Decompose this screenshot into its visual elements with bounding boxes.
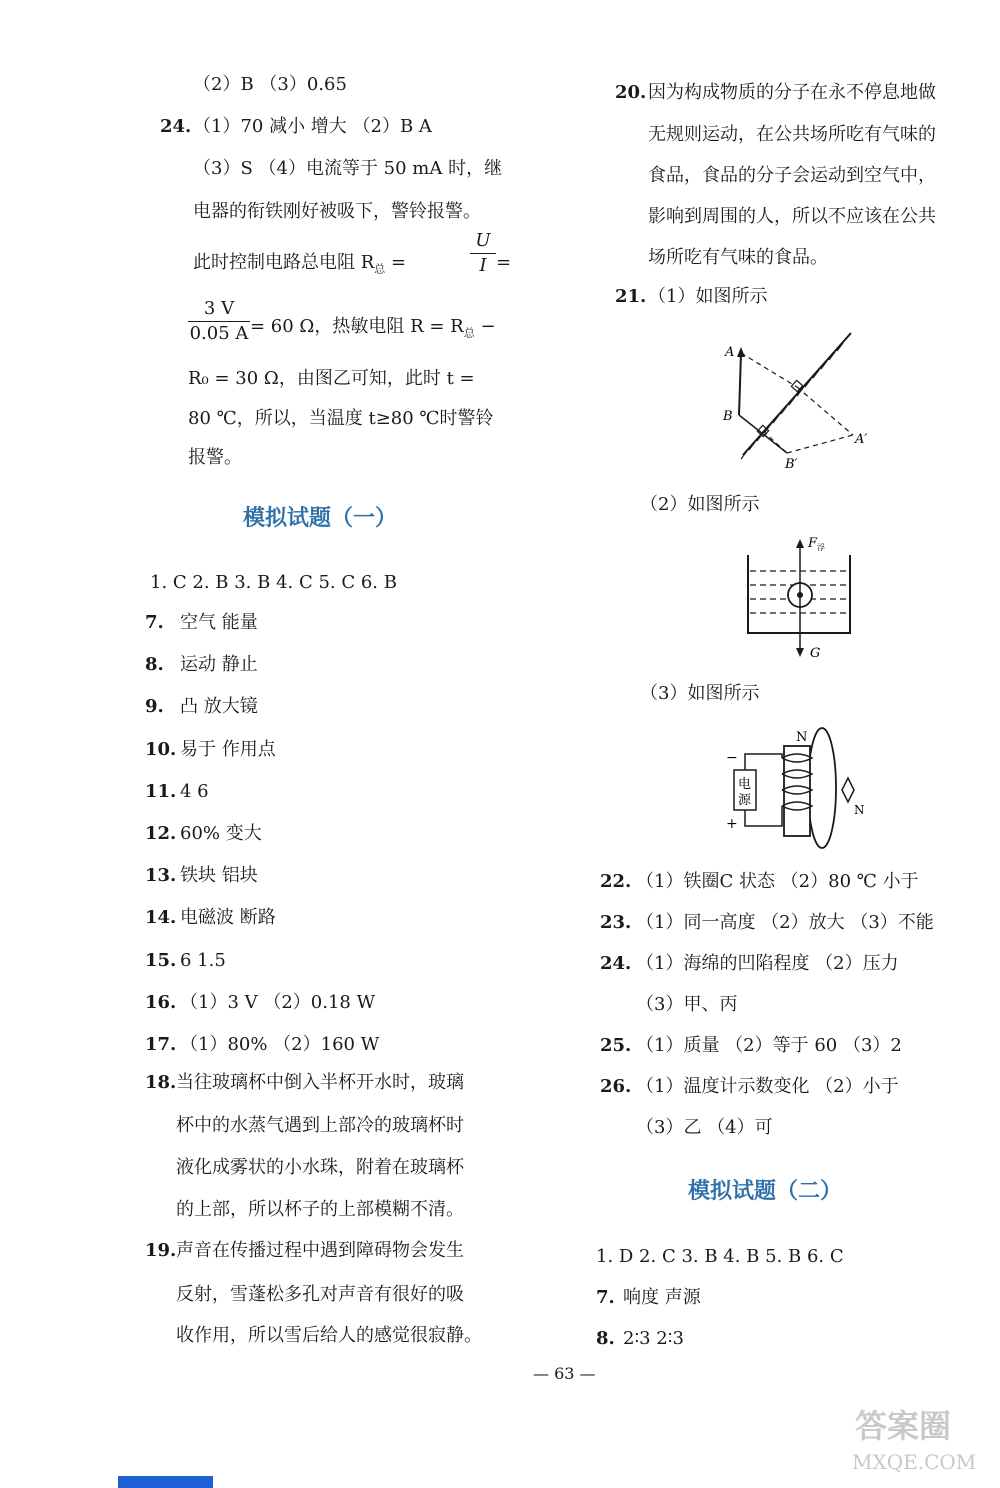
- item-number: 26.: [600, 1076, 632, 1097]
- q24-line5-minus: −: [474, 316, 496, 337]
- q24-number: 24.: [160, 116, 192, 137]
- page-number: — 63 —: [533, 1364, 596, 1383]
- buoyancy-force-diagram: [740, 535, 860, 665]
- item-answer: （1）80% （2）160 W: [180, 1034, 380, 1055]
- q20-number: 20.: [615, 82, 647, 103]
- q24-line4-end: =: [496, 252, 512, 273]
- item-number: 14.: [145, 907, 177, 929]
- fraction-u-over-i: [470, 232, 496, 275]
- item-answer: （1）同一高度 （2）放大 （3）不能: [636, 912, 934, 933]
- item-number: 16.: [145, 991, 177, 1013]
- fraction-3v-denominator: 0.05 A: [189, 323, 249, 344]
- item-answer: 6 1.5: [180, 949, 226, 971]
- q21-part2: （2）如图所示: [640, 494, 760, 515]
- q24-line8: 报警。: [188, 447, 242, 468]
- fraction-u-denominator: I: [479, 255, 487, 276]
- q24-line5-text: = 60 Ω，热敏电阻 R = R: [250, 316, 464, 337]
- q20-line1: 因为构成物质的分子在永不停息地做: [648, 82, 936, 103]
- blue-bar-decoration: [118, 1476, 213, 1488]
- label-b: B: [723, 409, 733, 424]
- fraction-3v-over-005a: [188, 300, 250, 343]
- q24-line4-eq: =: [385, 252, 407, 273]
- q24-line5: [250, 318, 496, 339]
- item-answer: 铁块 铝块: [180, 865, 258, 887]
- q19-line3: 收作用，所以雪后给人的感觉很寂静。: [176, 1325, 482, 1346]
- fraction-u-numerator: U: [475, 230, 491, 251]
- q24-line1: （1）70 减小 增大 （2）B A: [193, 116, 432, 137]
- mc-answers-1-6: 1. C 2. B 3. B 4. C 5. C 6. B: [150, 572, 397, 593]
- item-answer: 4 6: [180, 780, 209, 802]
- item-answer: 空气 能量: [180, 612, 258, 633]
- item-answer: 响度 声源: [623, 1287, 701, 1308]
- power-label-1: 电: [738, 777, 752, 792]
- item-number: 7.: [145, 612, 164, 633]
- watermark-url: MXQE.COM: [852, 1450, 977, 1474]
- power-label-2: 源: [738, 793, 752, 808]
- q21-part1: （1）如图所示: [648, 286, 768, 307]
- q21-part3: （3）如图所示: [640, 683, 760, 704]
- label-b-image: B′: [785, 457, 798, 472]
- q18-line2: 杯中的水蒸气遇到上部冷的玻璃杯时: [176, 1115, 464, 1136]
- label-f-buoyancy: F: [808, 536, 818, 551]
- label-f-subscript: 浮: [817, 543, 825, 552]
- q19-number: 19.: [145, 1240, 177, 1261]
- item-number: 17.: [145, 1034, 177, 1055]
- item-answer: 凸 放大镜: [180, 696, 258, 718]
- label-a-image: A′: [855, 432, 868, 447]
- q24-line6: R₀ = 30 Ω，由图乙可知，此时 t =: [188, 368, 475, 389]
- item-answer: （3）甲、丙: [636, 994, 738, 1015]
- item-number: 13.: [145, 865, 177, 887]
- q20-line4: 影响到周围的人，所以不应该在公共: [648, 206, 936, 227]
- q18-line1: 当往玻璃杯中倒入半杯开水时，玻璃: [176, 1072, 464, 1093]
- item-answer: （3）乙 （4）可: [636, 1117, 773, 1138]
- label-plus: +: [726, 816, 738, 832]
- q18-number: 18.: [145, 1072, 177, 1093]
- item-number: 7.: [596, 1287, 615, 1308]
- answer-23-continued: （2）B （3）0.65: [193, 74, 347, 95]
- item-answer: （1）质量 （2）等于 60 （3）2: [636, 1035, 902, 1056]
- q24-line3: 电器的衔铁刚好被吸下，警铃报警。: [193, 201, 481, 222]
- q24-line2: （3）S （4）电流等于 50 mA 时，继: [193, 158, 503, 179]
- label-needle-n: N: [854, 803, 865, 817]
- fraction-u-bar: [470, 253, 496, 254]
- item-number: 8.: [145, 654, 164, 676]
- q19-line1: 声音在传播过程中遇到障碍物会发生: [176, 1240, 464, 1261]
- item-number: 24.: [600, 953, 632, 974]
- q19-line2: 反射，雪蓬松多孔对声音有很好的吸: [176, 1284, 464, 1305]
- q20-line3: 食品，食品的分子会运动到空气中，: [648, 165, 936, 186]
- item-number: 12.: [145, 823, 177, 844]
- item-answer: （1）海绵的凹陷程度 （2）压力: [636, 953, 899, 974]
- section-heading-mock-test-2: 模拟试题（二）: [688, 1178, 843, 1204]
- mirror-reflection-diagram: [715, 325, 880, 475]
- item-answer: 运动 静止: [180, 654, 258, 676]
- q18-line3: 液化成雾状的小水珠，附着在玻璃杯: [176, 1157, 464, 1178]
- q18-line4: 的上部，所以杯子的上部模糊不清。: [176, 1199, 464, 1220]
- item-number: 11.: [145, 780, 177, 802]
- watermark-logo: 答案圈: [855, 1407, 952, 1445]
- fraction-3v-bar: [188, 321, 250, 322]
- fraction-3v-numerator: 3 V: [203, 298, 235, 319]
- q24-line4: [193, 254, 406, 275]
- item-answer: （1）温度计示数变化 （2）小于: [636, 1076, 899, 1097]
- electromagnet-diagram: [722, 722, 872, 862]
- label-coil-n: N: [796, 730, 808, 745]
- q24-line5-sub: 总: [463, 326, 475, 340]
- label-minus: −: [726, 750, 738, 766]
- item-answer: 易于 作用点: [180, 738, 276, 760]
- q24-line4-sub: 总: [374, 262, 386, 276]
- item-answer: （1）铁圈C 状态 （2）80 ℃ 小于: [636, 871, 919, 892]
- item-answer: 电磁波 断路: [180, 907, 276, 929]
- q24-line7: 80 ℃，所以，当温度 t≥80 ℃时警铃: [188, 408, 494, 429]
- item-number: 15.: [145, 949, 177, 971]
- label-a: A: [725, 345, 735, 360]
- q21-number: 21.: [615, 286, 647, 307]
- item-number: 25.: [600, 1035, 632, 1056]
- item-number: 8.: [596, 1328, 615, 1349]
- q24-line4-text: 此时控制电路总电阻 R: [193, 252, 375, 273]
- item-number: 9.: [145, 696, 164, 718]
- q20-line5: 场所吃有气味的食品。: [648, 247, 828, 268]
- section-heading-mock-test-1: 模拟试题（一）: [243, 505, 398, 531]
- label-g-gravity: G: [810, 646, 821, 661]
- item-number: 23.: [600, 912, 632, 933]
- q20-line2: 无规则运动，在公共场所吃有气味的: [648, 124, 936, 145]
- item-number: 10.: [145, 738, 177, 760]
- item-answer: 2∶3 2∶3: [623, 1328, 684, 1349]
- item-number: 22.: [600, 871, 632, 892]
- item-answer: （1）3 V （2）0.18 W: [180, 991, 376, 1013]
- item-answer: 60% 变大: [180, 823, 262, 844]
- mc-answers-2-1-6: 1. D 2. C 3. B 4. B 5. B 6. C: [596, 1246, 844, 1267]
